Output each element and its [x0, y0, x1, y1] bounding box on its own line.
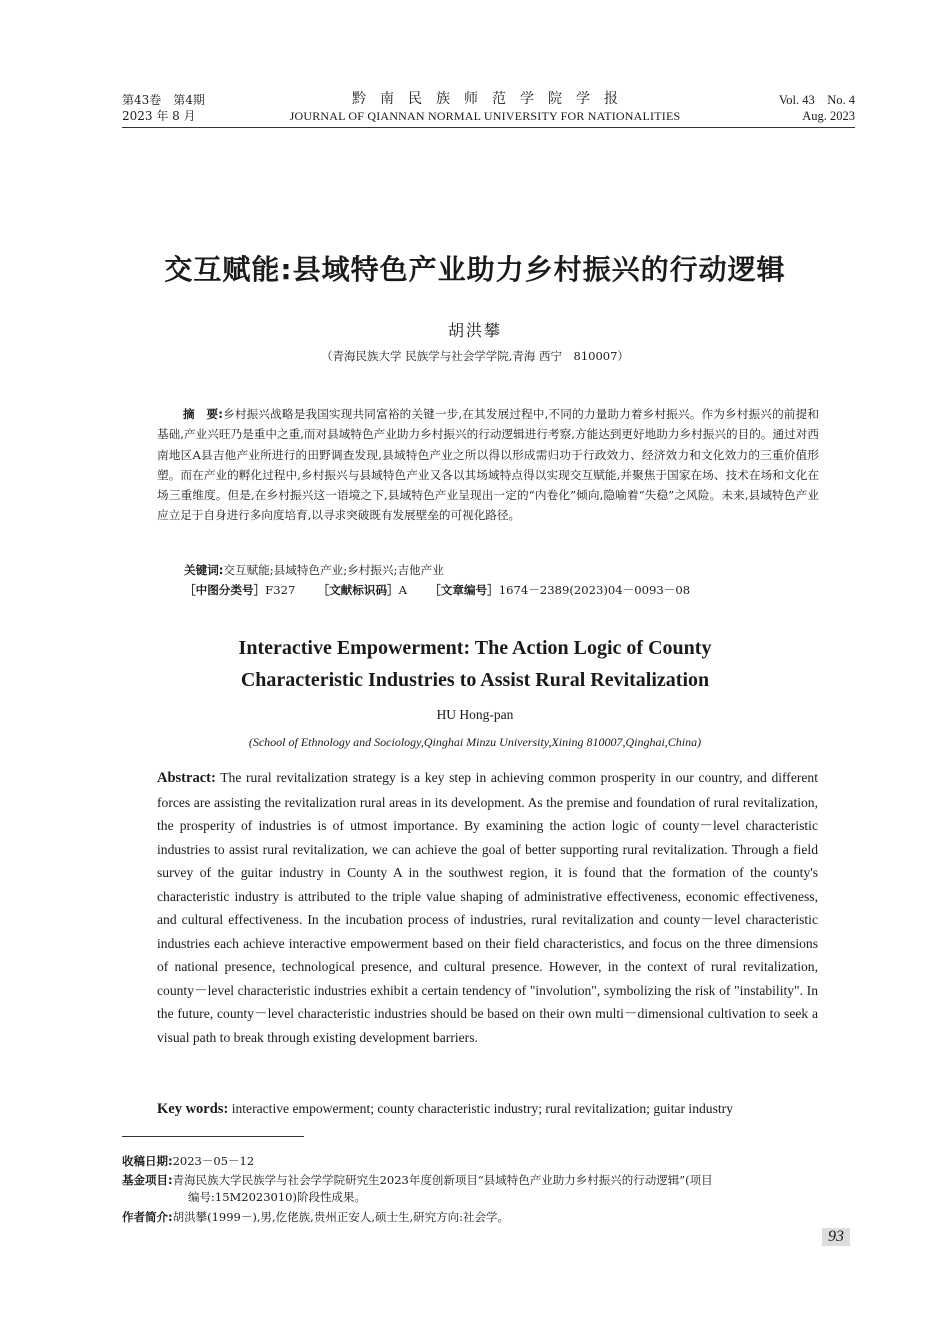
bio-label: 作者简介: — [122, 1210, 173, 1224]
article-no-label: ［文章编号］ — [429, 583, 499, 597]
header-date-en: Aug. 2023 — [802, 109, 855, 123]
abstract-cn-label: 摘 要: — [183, 407, 223, 421]
clc-label: ［中图分类号］ — [184, 583, 266, 597]
received-label: 收稿日期: — [122, 1154, 173, 1168]
doc-code-value: A — [398, 583, 408, 597]
abstract-en-text: The rural revitalization strategy is a key step in achieving common prosperity in our country, and different forces are assisting the revitalization rural areas in its development. As the premise and foundation of rural revitalization, the prosperity of industries is of utmost importance. By examining the action logic of county－level characteristic industries to assist rural revitalization, we can achieve the goal of better supporting rural revitalization. Through a field survey of the guitar industry in County A in the southwest region, it is found that the formation of the county's characteristic industry is attributed to the triple value shaping of administrative effectiveness, economic effectiveness, and cultural effectiveness. In the incubation process of industries, rural revitalization and county－level characteristic industries each achieve interactive empowerment based on their field characteristics, and focus on the three dimensions of national presence, technological presence, and cultural presence. However, in the context of rural revitalization, county－level characteristic industries exhibit a certain tendency of "involution", symbolizing the risk of "instability". In the future, county－level characteristic industries should be based on their own multi－dimensional cultivation to seek a visual path to break through existing development barriers. — [157, 770, 818, 1045]
keywords-cn — [184, 560, 444, 580]
bio-text: 胡洪攀(1999－),男,仡佬族,贵州正安人,硕士生,研究方向:社会学。 — [172, 1210, 509, 1224]
paper-title-en-line1: Interactive Empowerment: The Action Logic of County — [238, 637, 712, 659]
header-rule — [122, 127, 855, 128]
footnote-rule — [122, 1136, 304, 1137]
footnote-author-bio — [122, 1209, 852, 1226]
paper-title-en-line2: Characteristic Industries to Assist Rural Revitalization — [240, 669, 710, 691]
fund-text: 青海民族大学民族学与社会学学院研究生2023年度创新项目“县域特色产业助力乡村振兴的行动逻辑”(项目 — [172, 1173, 713, 1187]
fund-label: 基金项目: — [122, 1173, 173, 1187]
header-date-cn: 2023 年 8 月 — [122, 109, 196, 123]
affiliation-en: (School of Ethnology and Sociology,Qinghai Minzu University,Xining 810007,Qinghai,China) — [248, 735, 702, 749]
article-no-value: 1674－2389(2023)04－0093－08 — [498, 583, 691, 597]
journal-name-cn: 黔南民族师范学院学报 — [352, 91, 632, 107]
paper-title-en — [0, 632, 950, 696]
abstract-en — [157, 766, 818, 1049]
keywords-en-label: Key words: — [157, 1101, 229, 1117]
received-date: 2023－05－12 — [172, 1154, 255, 1168]
abstract-en-label: Abstract: — [157, 770, 216, 786]
header-volume-cn — [122, 92, 205, 124]
footnote-fund — [122, 1172, 852, 1206]
keywords-en-text: interactive empowerment; county characteristic industry; rural revitalization; guitar industry — [231, 1101, 733, 1116]
header-volume-en — [779, 92, 855, 124]
header-volume-issue-en: Vol. 43 No. 4 — [778, 93, 855, 107]
keywords-cn-text: 交互赋能;县域特色产业;乡村振兴;吉他产业 — [223, 563, 444, 577]
author-name-cn: 胡洪攀 — [447, 321, 502, 340]
affiliation-cn: （青海民族大学 民族学与社会学学院,青海 西宁 810007） — [321, 349, 629, 363]
abstract-cn-text: 乡村振兴战略是我国实现共同富裕的关键一步,在其发展过程中,不同的力量助力着乡村振兴。作为乡村振兴的前提和基础,产业兴旺乃是重中之重,而对县域特色产业助力乡村振兴的行动逻辑进行考察,方能达到更好地助力乡村振兴的目的。通过对西南地区A县吉他产业所进行的田野调查发现,县域特色产业之所以得以形成需归功于行政效力、经济效力和文化效力的三重价值形塑。而在产业的孵化过程中,乡村振兴与县域特色产业又各以其场域特点得以实现交互赋能,并聚焦于国家在场、技术在场和文化在场三重维度。但是,在乡村振兴这一语境之下,县域特色产业呈现出一定的“内卷化”倾向,隐喻着“失稳”之风险。未来,县域特色产业应立足于自身进行多向度培育,以寻求突破既有发展壁垒的可视化路径。 — [157, 407, 819, 523]
journal-name-en: JOURNAL OF QIANNAN NORMAL UNIVERSITY FOR NATIONALITIES — [289, 109, 681, 123]
page-number: 93 — [822, 1228, 850, 1246]
fund-text-continued: 编号:15M2023010)阶段性成果。 — [188, 1190, 366, 1204]
doc-code-label: ［文献标识码］ — [317, 583, 399, 597]
header-journal — [250, 90, 720, 124]
paper-title-cn: 交互赋能:县域特色产业助力乡村振兴的行动逻辑 — [164, 253, 786, 286]
header-volume-issue: 第43卷 第4期 — [122, 93, 205, 107]
keywords-cn-label: 关键词: — [184, 563, 224, 577]
footnote-received — [122, 1153, 852, 1170]
abstract-cn — [157, 404, 819, 526]
classification-line — [184, 580, 690, 600]
clc-value: F327 — [265, 583, 296, 597]
author-name-en: HU Hong-pan — [436, 707, 514, 722]
keywords-en — [157, 1097, 818, 1122]
